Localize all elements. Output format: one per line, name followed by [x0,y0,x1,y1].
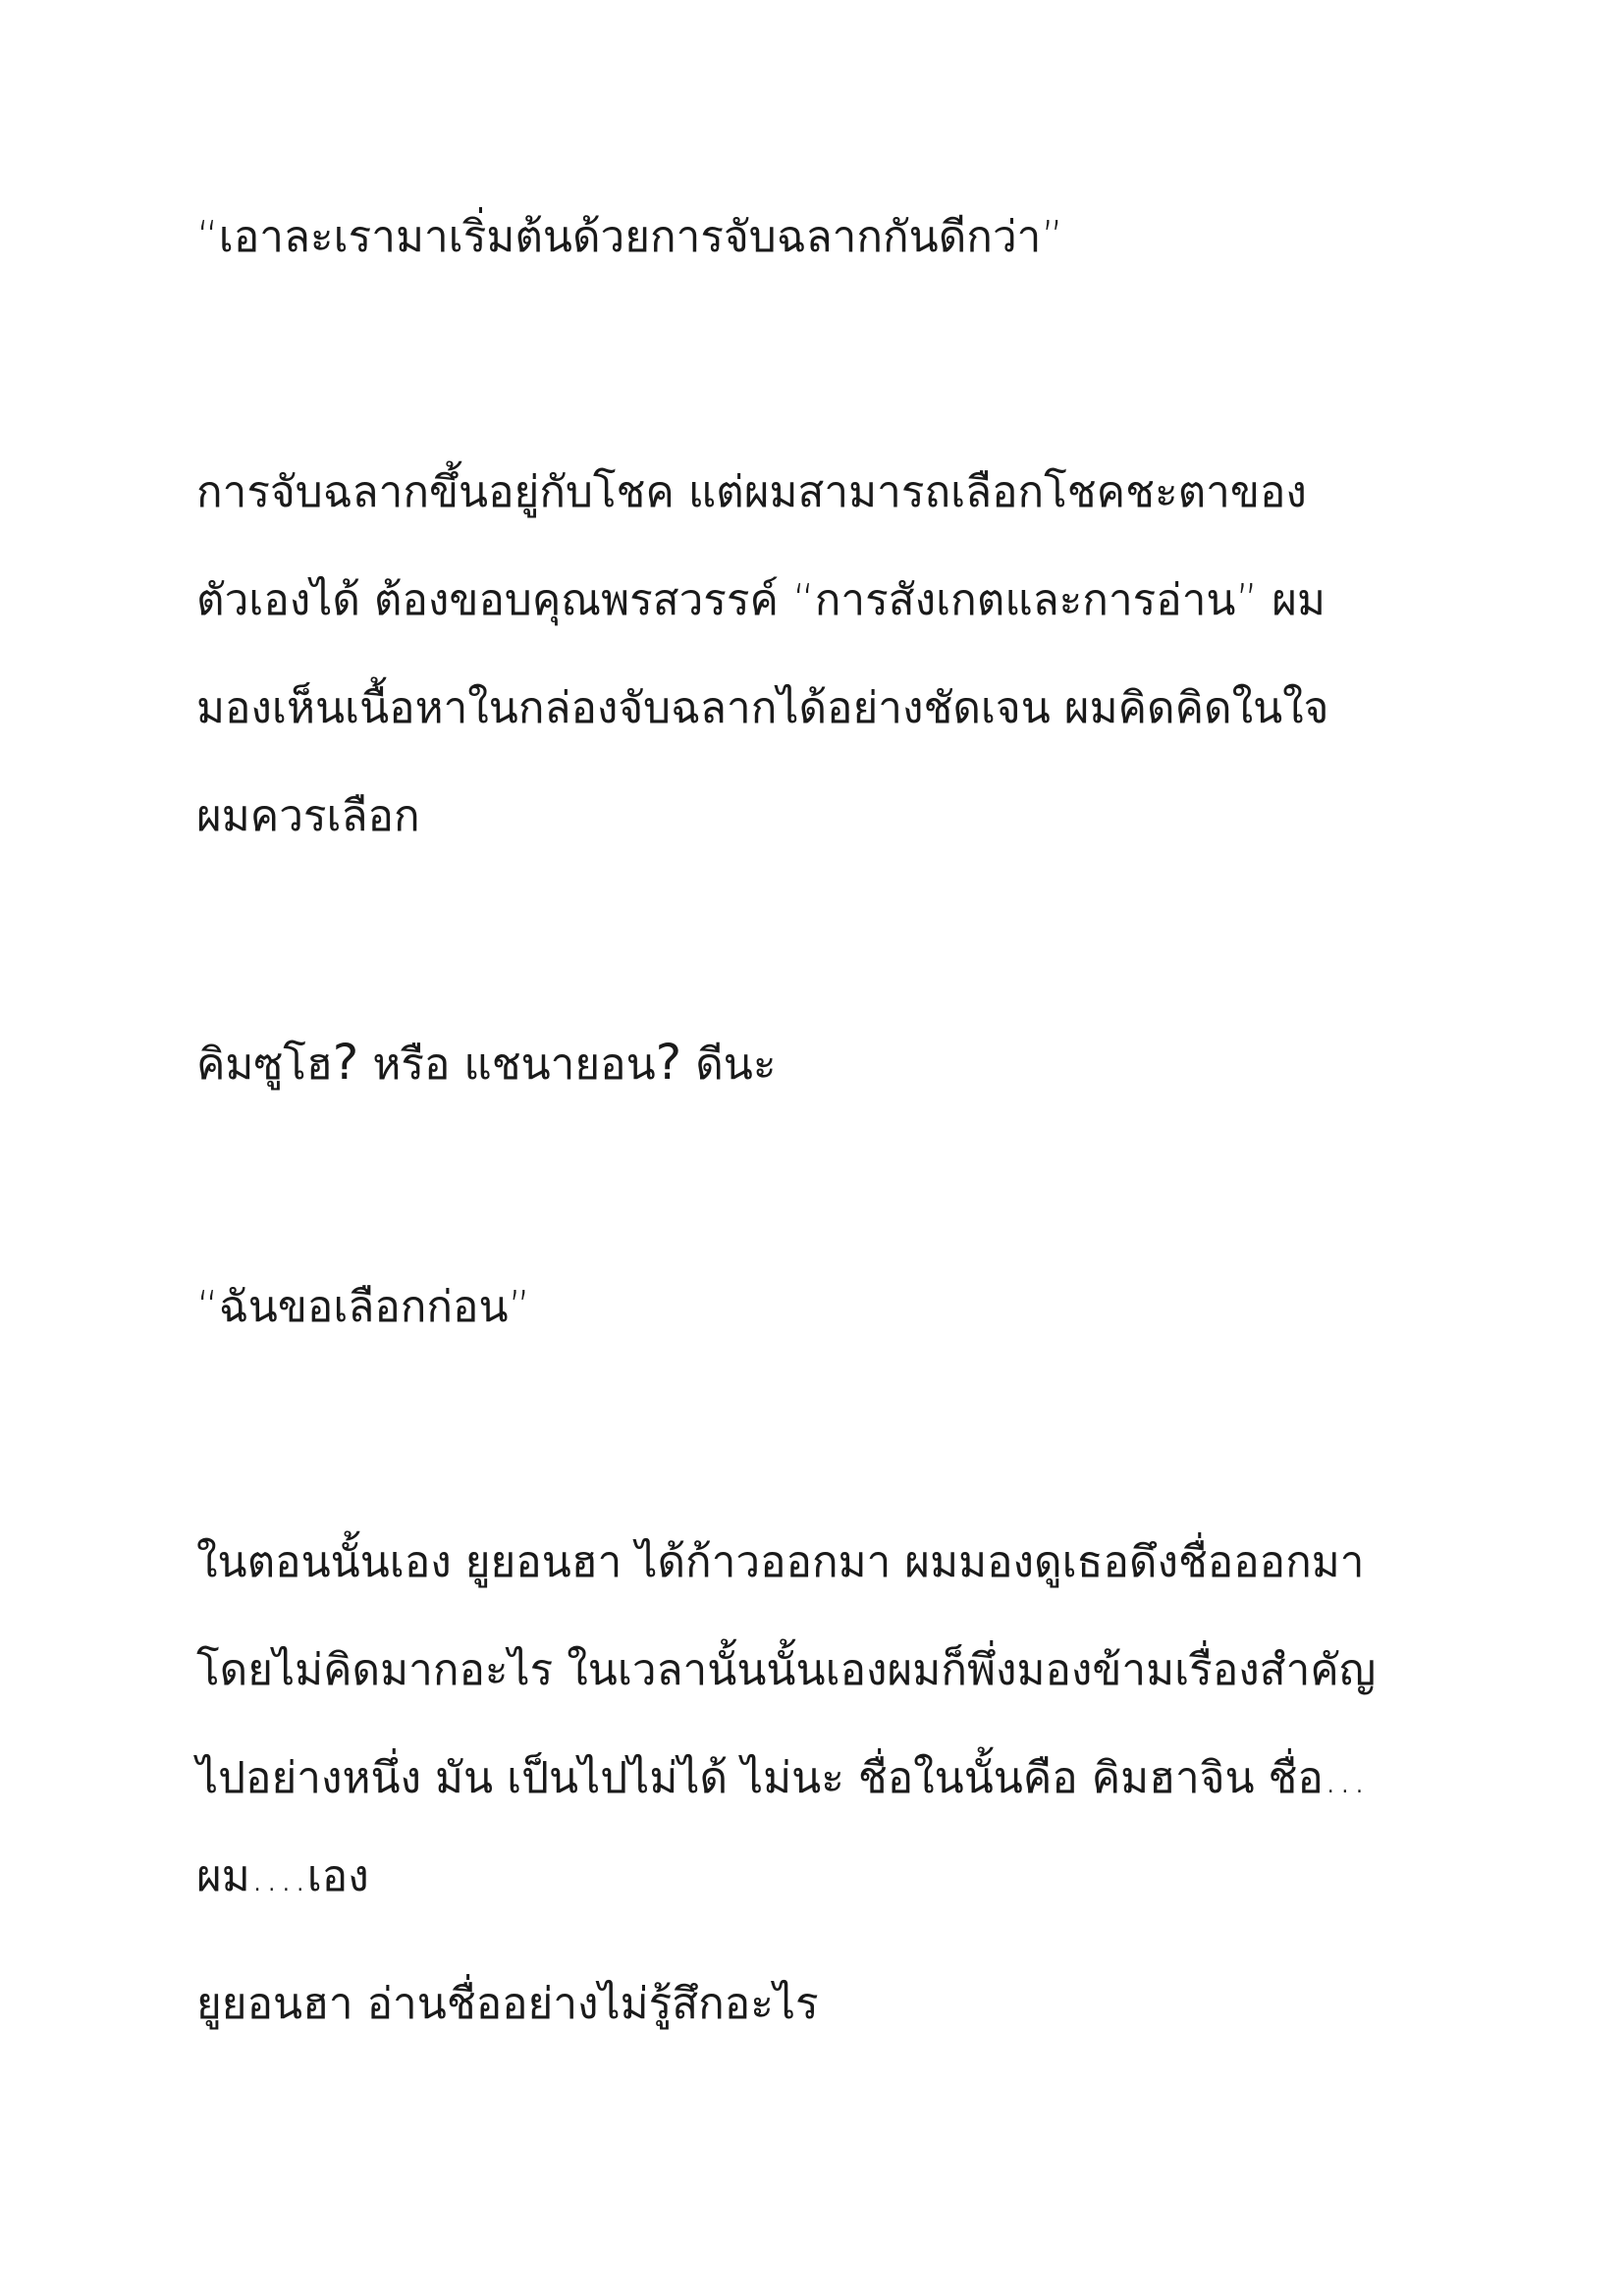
paragraph-1-line-1: “เอาละเรามาเริ่มต้นด้วยการจับฉลากกันดีกว่า” [196,212,1064,262]
paragraph-2-line-1: การจับฉลากขึ้นอยู่กับโชค แต่ผมสามารถเลือกโชคชะตาของ [196,467,1307,517]
paragraph-5-line-4: ผม….เอง [196,1851,369,1901]
name-kim-suho: คิมซูโฮ [196,1040,333,1090]
question-mark-2: ? [655,1034,682,1091]
paragraph-6-line-1: ยูยอนฮา อ่านชื่ออย่างไม่รู้สึกอะไร [196,1979,819,2029]
paragraph-2-line-2: ตัวเองได้ ต้องขอบคุณพรสวรรค์ “การสังเกตและการอ่าน” ผม [196,575,1326,625]
paragraph-5-line-1: ในตอนนั้นเอง ยูยอนฮา ได้ก้าวออกมา ผมมองดูเธอดึงชื่อออกมา [196,1537,1365,1587]
paragraph-5-line-2: โดยไม่คิดมากอะไร ในเวลานั้นนั้นเองผมก็พึ่งมองข้ามเรื่องสำคัญ [196,1645,1377,1695]
name-chae-nayeon: หรือ แชนายอน [358,1040,656,1090]
paragraph-3-line-1 [196,1033,777,1095]
paragraph-2-line-3: มองเห็นเนื้อหาในกล่องจับฉลากได้อย่างชัดเจน ผมคิดคิดในใจ [196,683,1329,733]
ending-text: ดีนะ [681,1040,777,1090]
paragraph-5-line-3: ไปอย่างหนึ่ง มัน เป็นไปไม่ได้ ไม่นะ ชื่อในนั้นคือ คิมฮาจิน ชื่อ… [196,1753,1367,1803]
paragraph-2-line-4: ผมควรเลือก [196,791,420,841]
question-mark-1: ? [332,1034,359,1091]
paragraph-4-line-1: “ฉันขอเลือกก่อน” [196,1282,531,1332]
